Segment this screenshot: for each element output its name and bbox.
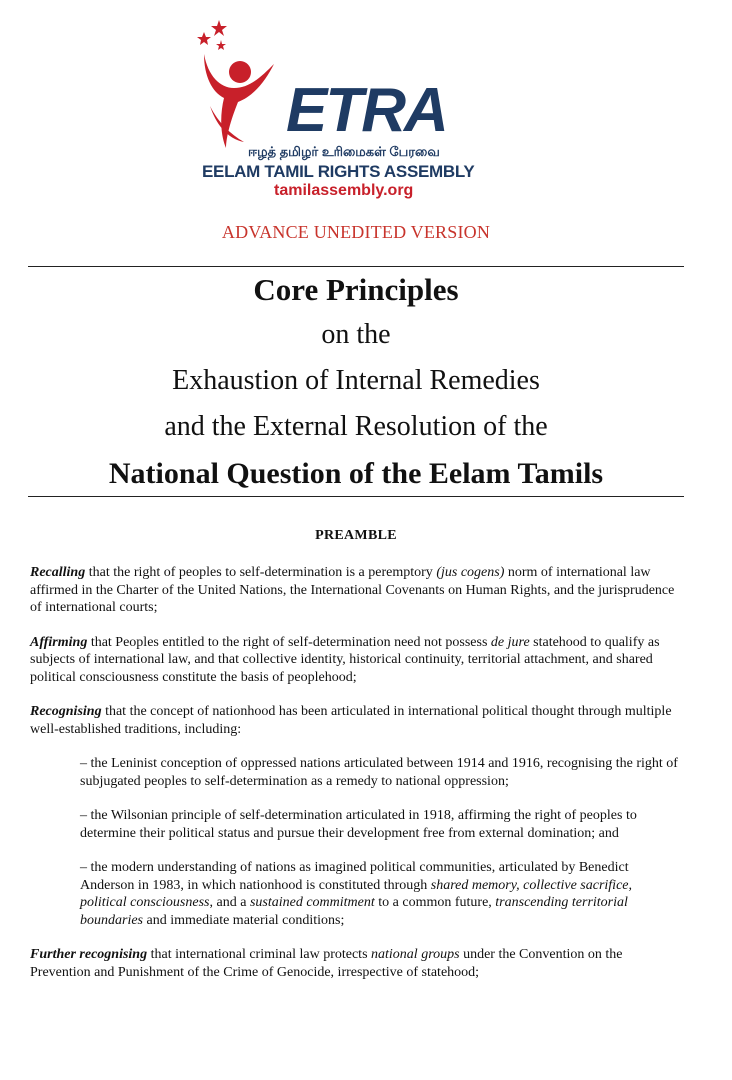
title-bottom-rule xyxy=(28,496,684,497)
advance-unedited-notice: ADVANCE UNEDITED VERSION xyxy=(221,222,491,242)
title-line-2: on the xyxy=(321,319,391,350)
document-title xyxy=(0,268,712,498)
logo-tamil-name: ஈழத் தமிழர் உரிமைகள் பேரவை xyxy=(248,144,440,159)
recital-recalling: Recalling that the right of peoples to self-determination is a peremptory (jus cogens) norm of international law affirmed in the Charter of the United Nations, the International Covenants on Human Rights, and the jurisprudence of international courts; xyxy=(30,565,675,615)
title-line-4: and the External Resolution of the xyxy=(164,411,548,442)
logo-english-name: EELAM TAMIL RIGHTS ASSEMBLY xyxy=(202,162,475,181)
title-line-1: Core Principles xyxy=(253,272,459,307)
title-line-5: National Question of the Eelam Tamils xyxy=(108,457,604,490)
title-line-3: Exhaustion of Internal Remedies xyxy=(172,365,540,396)
preamble-body xyxy=(30,564,680,998)
recital-affirming: Affirming that Peoples entitled to the right of self-determination need not possess de jure statehood to qualify as subjects of international law, and that collective identity, historical continuity, territorial attachment, and shared political consciousness constitute the basis of peoplehood; xyxy=(30,634,660,685)
list-item-anderson: – the modern understanding of nations as imagined political communities, articulated by Benedict Anderson in 1983, in which nationhood is constituted through shared memory, collective sacrifice, political consciousness, and a sustained commitment to a common future, transcending territorial boundaries and immediate material conditions; xyxy=(80,860,632,928)
logo-website: tamilassembly.org xyxy=(274,182,414,199)
recital-recognising: Recognising that the concept of nationhood has been articulated in international political thought through multiple well-established traditions, including: xyxy=(30,704,672,737)
title-top-rule xyxy=(28,266,684,267)
recital-lead: Further recognising xyxy=(30,947,148,962)
preamble-heading: PREAMBLE xyxy=(315,528,397,543)
list-item-wilsonian: – the Wilsonian principle of self-determination articulated in 1918, affirming the right of peoples to determine their political status and pursue their development free from external domination; and xyxy=(80,808,637,841)
recital-further-recognising: Further recognising that international criminal law protects national groups under the Convention on the Prevention and Punishment of the Crime of Genocide, irrespective of statehood; xyxy=(30,947,623,980)
recital-lead: Recognising xyxy=(30,704,102,719)
etra-logo xyxy=(190,14,510,199)
recital-lead: Affirming xyxy=(30,634,88,650)
recital-lead: Recalling xyxy=(30,565,86,580)
list-item-leninist: – the Leninist conception of oppressed nations articulated between 1914 and 1916, recognising the right of subjugated peoples to self-determination as a remedy to national oppression; xyxy=(80,756,678,789)
logo-acronym: ETRA xyxy=(286,76,447,145)
